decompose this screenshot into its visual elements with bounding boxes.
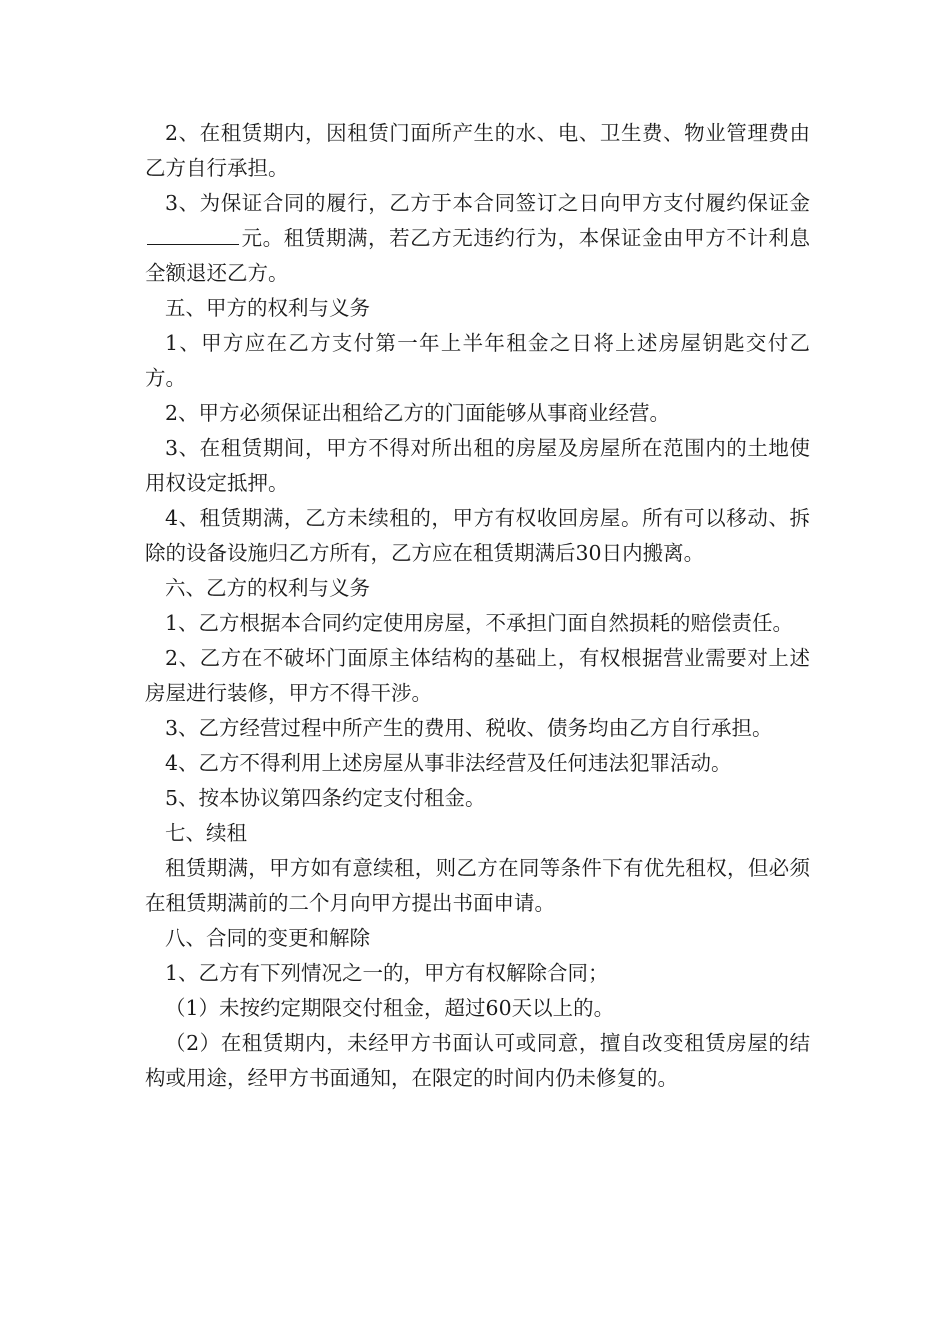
clause-5-4: 4、租赁期满，乙方未续租的，甲方有权收回房屋。所有可以移动、拆除的设备设施归乙方所有，乙方应在租赁期满后30日内搬离。 <box>145 506 810 565</box>
document-body <box>145 116 810 1096</box>
clause-8-1: 1、乙方有下列情况之一的，甲方有权解除合同； <box>165 961 609 985</box>
clause-6-4: 4、乙方不得利用上述房屋从事非法经营及任何违法犯罪活动。 <box>165 751 732 775</box>
clause-8-1-item-2: （2）在租赁期内，未经甲方书面认可或同意，擅自改变租赁房屋的结构或用途，经甲方书面通知，在限定的时间内仍未修复的。 <box>145 1031 810 1090</box>
clause-5-2: 2、甲方必须保证出租给乙方的门面能够从事商业经营。 <box>165 401 671 425</box>
clause-6-1: 1、乙方根据本合同约定使用房屋，不承担门面自然损耗的赔偿责任。 <box>165 611 794 635</box>
deposit-amount-blank <box>147 222 239 245</box>
section-heading-5: 五、甲方的权利与义务 <box>165 296 370 320</box>
section-heading-6: 六、乙方的权利与义务 <box>165 576 370 600</box>
clause-4-3 <box>145 186 810 291</box>
clause-5-3: 3、在租赁期间，甲方不得对所出租的房屋及房屋所在范围内的土地使用权设定抵押。 <box>145 436 810 495</box>
clause-8-1-item-1: （1）未按约定期限交付租金，超过60天以上的。 <box>165 996 615 1020</box>
clause-5-1: 1、甲方应在乙方支付第一年上半年租金之日将上述房屋钥匙交付乙方。 <box>145 331 810 390</box>
section-heading-7: 七、续租 <box>165 821 247 845</box>
clause-4-3-text-before: 3、为保证合同的履行，乙方于本合同签订之日向甲方支付履约保证金 <box>165 191 810 215</box>
section-heading-8: 八、合同的变更和解除 <box>165 926 370 950</box>
clause-6-3: 3、乙方经营过程中所产生的费用、税收、债务均由乙方自行承担。 <box>165 716 773 740</box>
clause-4-2: 2、在租赁期内，因租赁门面所产生的水、电、卫生费、物业管理费由乙方自行承担。 <box>145 121 810 180</box>
clause-4-3-text-after: 元。租赁期满，若乙方无违约行为，本保证金由甲方不计利息全额退还乙方。 <box>145 226 810 285</box>
clause-6-2: 2、乙方在不破坏门面原主体结构的基础上，有权根据营业需要对上述房屋进行装修，甲方不得干涉。 <box>145 646 810 705</box>
clause-6-5: 5、按本协议第四条约定支付租金。 <box>165 786 486 810</box>
clause-7-text: 租赁期满，甲方如有意续租，则乙方在同等条件下有优先租权，但必须在租赁期满前的二个月向甲方提出书面申请。 <box>145 856 810 915</box>
